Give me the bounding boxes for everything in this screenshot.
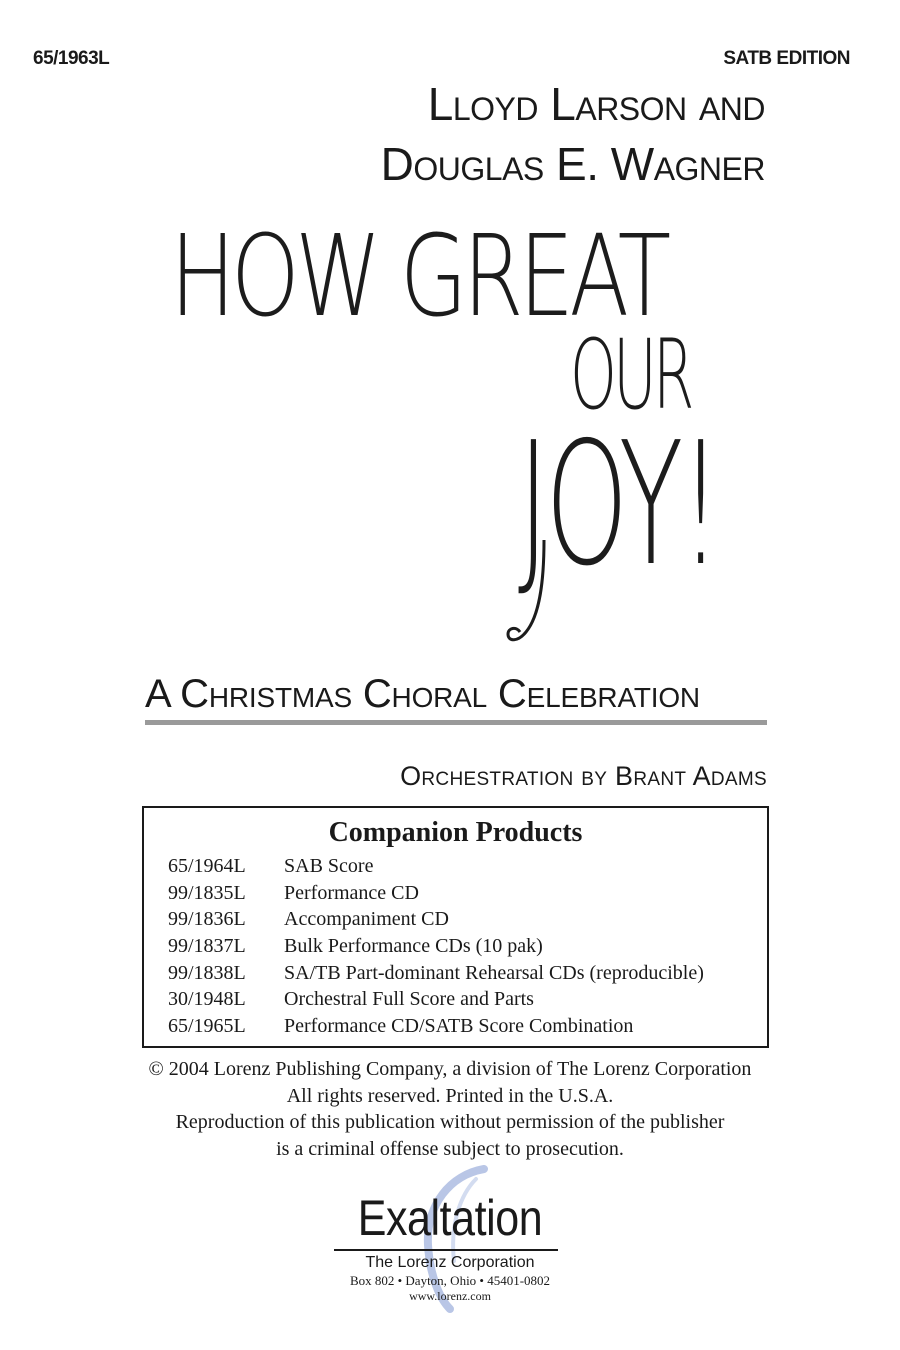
title-line-1: HOW GREAT <box>170 212 667 342</box>
publisher-logo <box>300 1165 600 1315</box>
product-description: SA/TB Part-dominant Rehearsal CDs (reproducible) <box>284 961 704 984</box>
copyright-line-2: All rights reserved. Printed in the U.S.A. <box>286 1084 614 1107</box>
product-row <box>168 880 704 907</box>
title-swash-icon <box>500 540 560 650</box>
title-line-3: JOY! <box>518 406 719 604</box>
publisher-address: Box 802 • Dayton, Ohio • 45401-0802 <box>349 1273 551 1288</box>
product-description: Bulk Performance CDs (10 pak) <box>284 935 543 958</box>
product-code: 99/1837L <box>168 935 246 958</box>
copyright-notice <box>0 1056 900 1162</box>
product-row <box>168 986 704 1013</box>
product-description: Orchestral Full Score and Parts <box>284 988 534 1011</box>
product-code: 65/1964L <box>168 855 246 877</box>
product-code: 99/1835L <box>168 881 246 904</box>
copyright-line-4: is a criminal offense subject to prosecution. <box>276 1137 624 1160</box>
catalog-number: 65/1963L <box>33 48 110 69</box>
copyright-line-1: © 2004 Lorenz Publishing Company, a division of The Lorenz Corporation <box>148 1058 752 1080</box>
product-description: Accompaniment CD <box>284 908 449 931</box>
product-code: 99/1838L <box>168 961 246 984</box>
product-row <box>168 933 704 960</box>
edition-label: SATB EDITION <box>723 48 850 69</box>
copyright-line-3: Reproduction of this publication without permission of the publisher <box>175 1111 725 1133</box>
product-row <box>168 1013 704 1040</box>
orchestration-credit: Orchestration by Brant Adams <box>400 761 767 791</box>
product-code: 65/1965L <box>168 1015 246 1038</box>
product-description: Performance CD <box>284 881 419 904</box>
product-description: SAB Score <box>284 855 374 877</box>
product-code: 30/1948L <box>168 988 246 1011</box>
publisher-imprint: Exaltation <box>357 1190 543 1246</box>
product-description: Performance CD/SATB Score Combination <box>284 1015 634 1038</box>
title-line-2: OUR <box>570 319 691 431</box>
author-line-2: Douglas E. Wagner <box>380 138 765 190</box>
author-line-1: Lloyd Larson and <box>427 78 765 130</box>
product-row <box>168 960 704 987</box>
companion-products-list <box>168 853 704 1040</box>
product-row <box>168 853 704 880</box>
publisher-company: The Lorenz Corporation <box>365 1254 535 1271</box>
publisher-website[interactable]: www.lorenz.com <box>409 1289 491 1303</box>
subtitle-rule <box>145 720 767 725</box>
product-row <box>168 906 704 933</box>
companion-products-box <box>142 806 769 1048</box>
companion-products-heading: Companion Products <box>328 817 583 848</box>
product-code: 99/1836L <box>168 908 246 931</box>
subtitle: A Christmas Choral Celebration <box>145 672 700 716</box>
logo-divider <box>334 1249 558 1251</box>
